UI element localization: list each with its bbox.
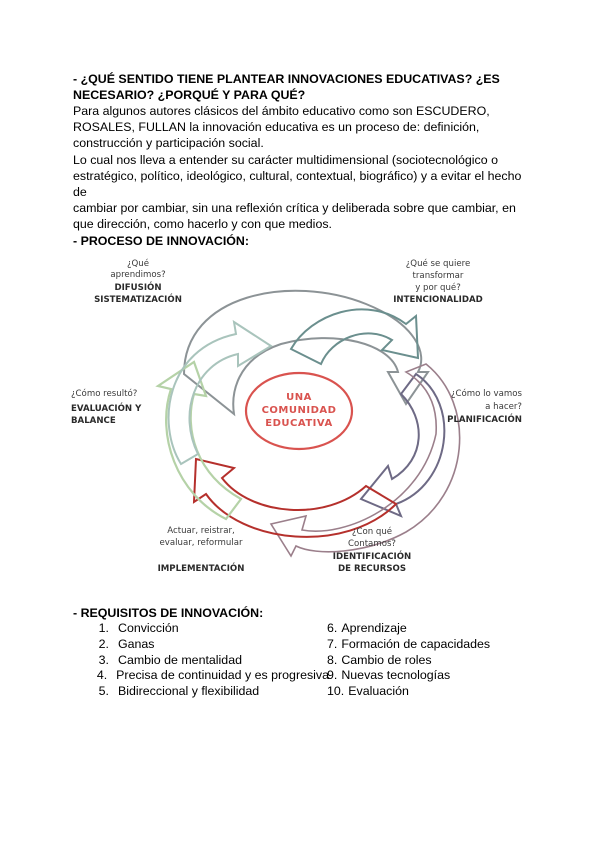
- list-item: [89, 668, 329, 684]
- cycle-arrow-purple: [361, 374, 444, 516]
- intro-line: ROSALES, FULLAN la innovación educativa es un proceso de: definición,: [73, 120, 480, 135]
- stage-name: INTENCIONALIDAD: [393, 295, 483, 305]
- list-item: [89, 621, 329, 637]
- stage-question: ¿Cómo lo vamos: [450, 389, 522, 399]
- stage-question: Actuar, reistrar,: [167, 526, 235, 536]
- center-label: UNA: [286, 392, 312, 403]
- stage-question: ¿Cómo resultó?: [71, 389, 138, 399]
- innovation-cycle-diagram: [66, 254, 526, 584]
- intro-heading: [73, 71, 533, 103]
- list-number: 2.: [98, 636, 109, 651]
- stage-name: PLANIFICACIÓN: [447, 415, 522, 425]
- list-number: 7.: [327, 636, 338, 651]
- intro-heading-line: NECESARIO? ¿PORQUÉ Y PARA QUÉ?: [73, 88, 306, 103]
- list-number: 9.: [327, 668, 338, 683]
- list-text: Aprendizaje: [341, 621, 407, 635]
- stage-question: ¿Con qué: [351, 527, 393, 537]
- list-number: 1.: [98, 621, 109, 635]
- center-label: EDUCATIVA: [265, 418, 333, 429]
- stage-question: y por qué?: [415, 283, 461, 293]
- list-item: [327, 668, 527, 684]
- intro-line: Para algunos autores clásicos del ámbito educativo como son ESCUDERO,: [73, 104, 490, 118]
- list-text: Evaluación: [348, 684, 409, 699]
- list-item: [89, 684, 329, 700]
- list-item: [327, 637, 527, 653]
- center-label: COMUNIDAD: [261, 405, 337, 416]
- stage-name: DE RECURSOS: [337, 564, 407, 574]
- list-number: 5.: [98, 684, 109, 699]
- stage-name: EVALUACIÓN Y: [71, 404, 142, 414]
- stage-question: aprendimos?: [110, 270, 166, 280]
- intro-line: Lo cual nos lleva a entender su carácter multidimensional (sociotecnológico o: [73, 152, 498, 167]
- list-text: Formación de capacidades: [341, 636, 491, 651]
- intro-line: construcción y participación social.: [73, 136, 264, 151]
- proceso-heading: - PROCESO DE INNOVACIÓN:: [73, 234, 250, 248]
- stage-name: IMPLEMENTACIÓN: [157, 564, 245, 574]
- requisitos-list-left: [89, 621, 329, 700]
- stage-name: SISTEMATIZACIÓN: [94, 295, 182, 305]
- stage-name: DIFUSIÓN: [114, 283, 162, 293]
- stage-name: IDENTIFICACIÓN: [332, 552, 412, 562]
- stage-name: BALANCE: [71, 416, 116, 426]
- stage-question: Contamos?: [347, 539, 397, 549]
- list-item: [327, 653, 527, 669]
- intro-heading-line: - ¿QUÉ SENTIDO TIENE PLANTEAR INNOVACIONES EDUCATIVAS? ¿ES: [73, 72, 500, 86]
- cycle-arrow-teal: [291, 309, 418, 364]
- list-text: Cambio de mentalidad: [118, 652, 242, 667]
- list-text: Precisa de continuidad y es progresiva: [116, 668, 329, 683]
- stage-question: evaluar, reformular: [159, 538, 243, 548]
- stage-question: ¿Qué se quiere: [405, 259, 471, 269]
- stage-question: ¿Qué: [126, 259, 150, 269]
- requisitos-heading: - REQUISITOS DE INNOVACIÓN:: [73, 606, 264, 620]
- requisitos-list-right: [327, 621, 527, 700]
- stage-question: transformar: [412, 271, 464, 281]
- list-number: 6.: [327, 621, 338, 635]
- list-number: 8.: [327, 652, 338, 667]
- intro-paragraph: [73, 103, 533, 233]
- list-text: Bidireccional y flexibilidad: [118, 684, 260, 699]
- list-item: [89, 637, 329, 653]
- list-text: Cambio de roles: [341, 652, 432, 667]
- list-item: [327, 684, 527, 700]
- list-item: [89, 653, 329, 669]
- list-number: 10.: [327, 684, 345, 699]
- list-text: Nuevas tecnologías: [341, 668, 451, 683]
- intro-line: que dirección, como hacerlo y con que medios.: [73, 217, 332, 232]
- intro-line: cambiar por cambiar, sin una reflexión crítica y deliberada sobre que cambiar, en: [73, 201, 516, 216]
- stage-question: a hacer?: [485, 402, 522, 412]
- list-text: Convicción: [118, 621, 179, 635]
- intro-line: estratégico, político, ideológico, cultural, contextual, biográfico) y a evitar el hecho de: [73, 168, 522, 200]
- list-text: Ganas: [118, 636, 155, 651]
- list-number: 3.: [98, 652, 109, 667]
- list-number: 4.: [96, 668, 108, 683]
- list-item: [327, 621, 527, 637]
